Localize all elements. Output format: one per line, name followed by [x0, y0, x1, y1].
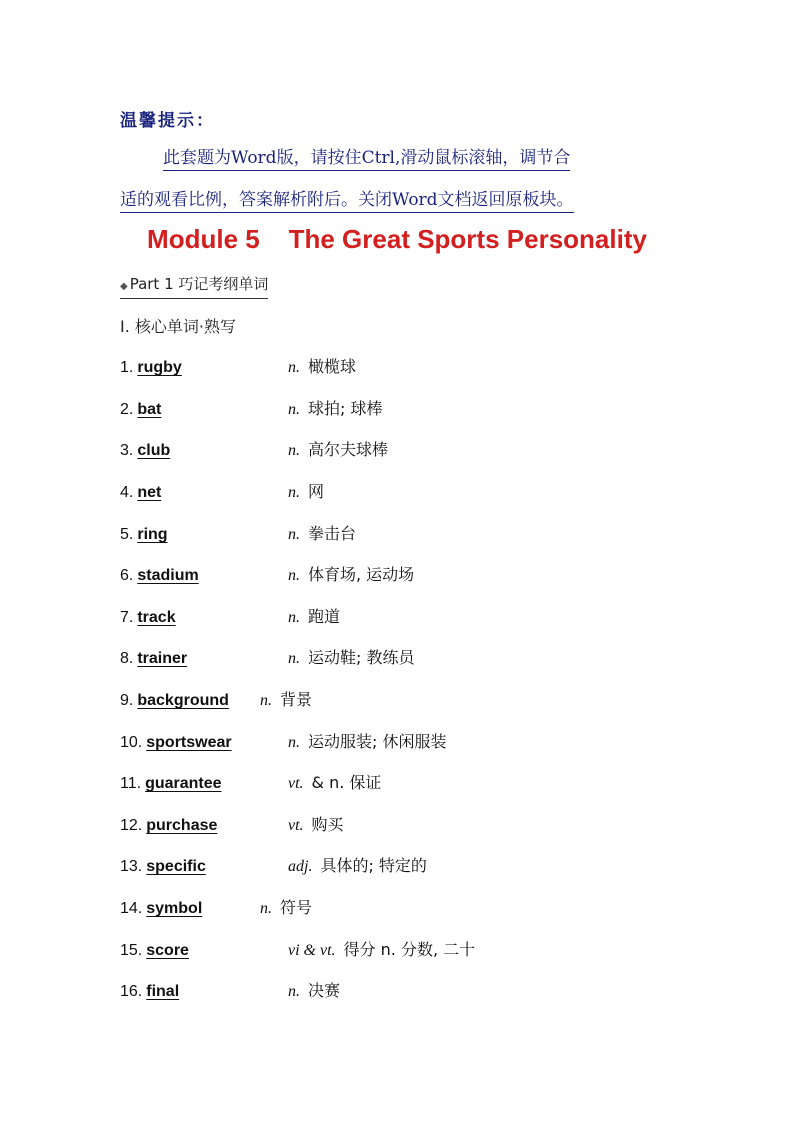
vocab-item — [120, 563, 415, 587]
part-of-speech: n. — [288, 359, 300, 376]
part-of-speech: n. — [288, 734, 300, 751]
part-of-speech: n. — [288, 567, 300, 584]
tip-line-2: 适的观看比例，答案解析附后。关闭Word文档返回原板块。 — [120, 188, 574, 213]
vocab-meaning: 橄榄球 — [308, 357, 357, 376]
vocab-word: symbol — [146, 900, 203, 917]
module-title: Module 5 The Great Sports Personality — [147, 224, 647, 254]
vocab-meaning: 决赛 — [308, 981, 341, 1000]
vocab-word: purchase — [146, 817, 218, 834]
part-heading — [120, 273, 268, 299]
vocab-item — [120, 771, 382, 795]
vocab-word: specific — [146, 858, 206, 875]
vocab-definition — [288, 771, 381, 796]
vocab-definition — [288, 646, 414, 671]
vocab-meaning: 高尔夫球棒 — [308, 440, 389, 459]
vocab-item — [120, 397, 383, 421]
vocab-definition — [288, 563, 414, 588]
vocab-number: 13. — [120, 858, 143, 875]
vocab-meaning: 得分 n. 分数, 二十 — [343, 940, 476, 959]
vocab-definition — [288, 730, 446, 755]
vocab-item — [120, 730, 447, 754]
vocab-word: ring — [137, 526, 168, 543]
vocab-definition — [260, 688, 312, 713]
vocab-number: 3. — [120, 442, 134, 459]
vocab-word: net — [137, 484, 162, 501]
vocab-number: 9. — [120, 692, 134, 709]
vocab-definition — [288, 438, 388, 463]
tip-title: 温馨提示： — [120, 111, 215, 131]
section-title: Ⅰ. 核心单词·熟写 — [120, 317, 236, 336]
vocab-word: bat — [137, 401, 162, 418]
vocab-number: 12. — [120, 817, 143, 834]
vocab-number: 4. — [120, 484, 134, 501]
part-of-speech: n. — [288, 401, 300, 418]
vocab-number: 11. — [120, 775, 142, 792]
vocab-item — [120, 813, 344, 837]
vocab-number: 16. — [120, 983, 143, 1000]
vocab-item — [120, 938, 476, 962]
vocab-meaning: 具体的; 特定的 — [320, 856, 427, 875]
vocab-word: sportswear — [146, 734, 232, 751]
vocab-number: 6. — [120, 567, 134, 584]
vocab-definition — [288, 355, 356, 380]
vocab-definition — [288, 605, 340, 630]
vocab-meaning: 网 — [308, 482, 325, 501]
vocab-item — [120, 438, 389, 462]
vocab-item — [120, 646, 415, 670]
vocab-definition — [260, 896, 312, 921]
vocab-word: track — [137, 609, 176, 626]
vocab-meaning: 购买 — [311, 815, 344, 834]
part-of-speech: vt. — [288, 817, 304, 834]
part-of-speech: vt. — [288, 775, 304, 792]
vocab-meaning: 球拍; 球棒 — [308, 399, 383, 418]
vocab-word: final — [146, 983, 180, 1000]
vocab-item — [120, 522, 357, 546]
vocab-word: background — [137, 692, 229, 709]
vocab-item — [120, 688, 313, 712]
vocab-number: 1. — [120, 359, 134, 376]
vocab-meaning: 跑道 — [308, 607, 341, 626]
vocab-word: rugby — [137, 359, 182, 376]
vocab-item — [120, 605, 341, 629]
vocab-definition — [288, 522, 356, 547]
vocab-meaning: 体育场, 运动场 — [308, 565, 415, 584]
vocab-item — [120, 979, 341, 1003]
part-of-speech: n. — [288, 484, 300, 501]
vocab-meaning: 拳击台 — [308, 524, 357, 543]
vocab-word: stadium — [137, 567, 199, 584]
vocab-meaning: & n. 保证 — [311, 773, 382, 792]
vocab-number: 10. — [120, 734, 143, 751]
vocab-definition — [288, 854, 427, 879]
vocab-word: club — [137, 442, 171, 459]
vocab-number: 14. — [120, 900, 143, 917]
vocab-meaning: 运动服装; 休闲服装 — [308, 732, 447, 751]
part-of-speech: adj. — [288, 858, 313, 875]
vocab-item — [120, 480, 325, 504]
part-of-speech: vi & vt. — [288, 942, 336, 959]
vocab-definition — [288, 979, 340, 1004]
vocab-item — [120, 355, 357, 379]
vocab-item — [120, 854, 427, 878]
vocab-meaning: 运动鞋; 教练员 — [308, 648, 415, 667]
vocab-definition — [288, 813, 344, 838]
part-label: Part 1 巧记考纲单词 — [129, 275, 269, 293]
diamond-bullet-icon: ◆ — [120, 281, 128, 292]
vocab-item — [120, 896, 313, 920]
vocab-word: trainer — [137, 650, 188, 667]
part-of-speech: n. — [288, 442, 300, 459]
part-of-speech: n. — [288, 983, 300, 1000]
vocab-word: score — [146, 942, 189, 959]
vocab-number: 15. — [120, 942, 143, 959]
part-of-speech: n. — [288, 609, 300, 626]
part-of-speech: n. — [260, 692, 272, 709]
vocab-word: guarantee — [145, 775, 222, 792]
part-of-speech: n. — [288, 526, 300, 543]
vocab-number: 7. — [120, 609, 134, 626]
vocab-meaning: 背景 — [280, 690, 313, 709]
part-of-speech: n. — [288, 650, 300, 667]
tip-line-1: 此套题为Word版，请按住Ctrl,滑动鼠标滚轴，调节合 — [163, 146, 570, 171]
vocab-number: 2. — [120, 401, 134, 418]
vocab-meaning: 符号 — [280, 898, 313, 917]
vocab-number: 5. — [120, 526, 134, 543]
vocab-definition — [288, 480, 324, 505]
vocab-number: 8. — [120, 650, 134, 667]
part-of-speech: n. — [260, 900, 272, 917]
vocab-definition — [288, 938, 475, 963]
vocab-definition — [288, 397, 382, 422]
